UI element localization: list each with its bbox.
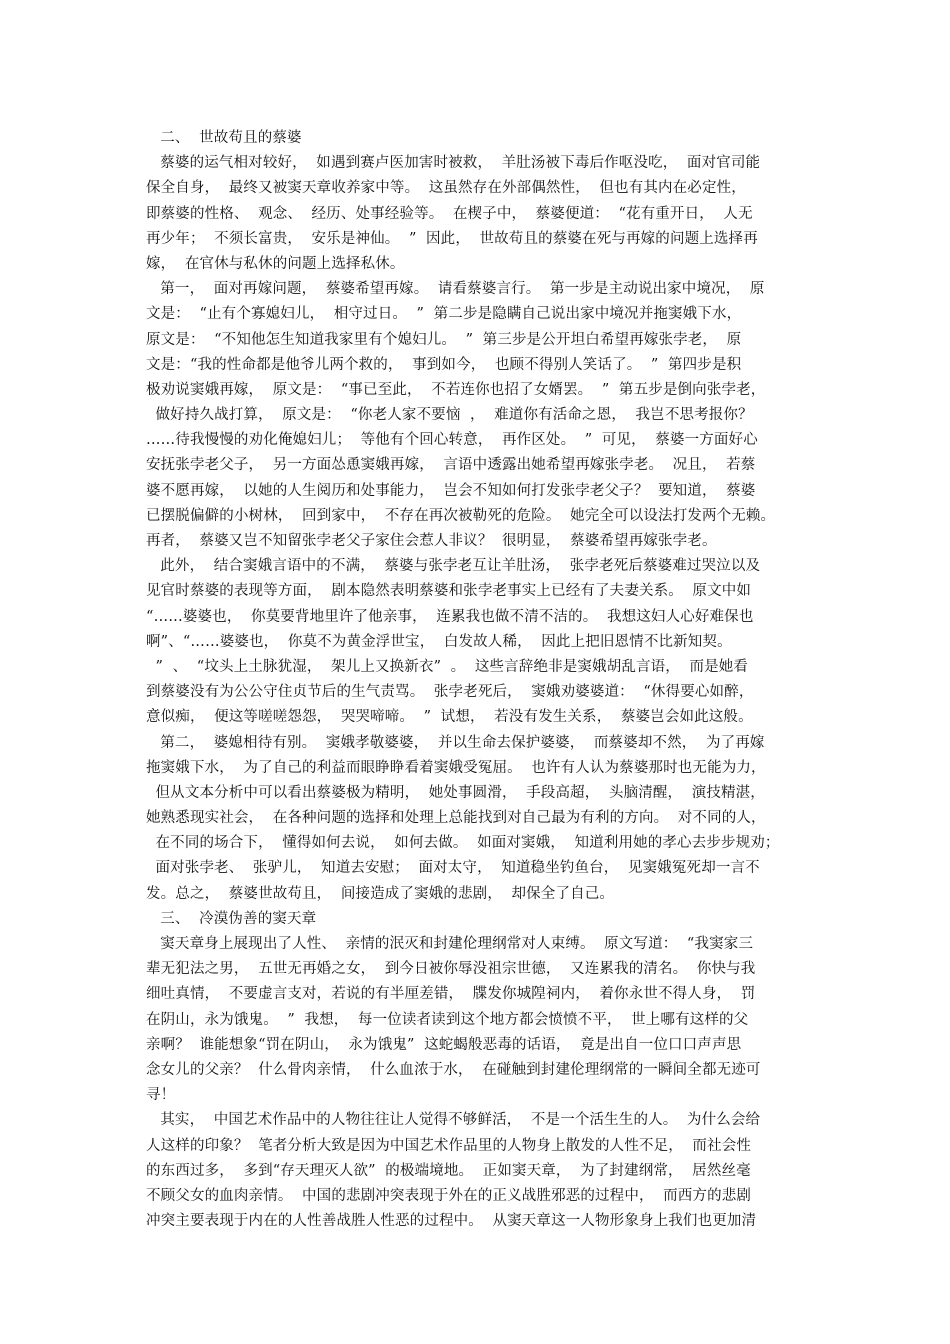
text-line: 婆不愿再嫁， 以她的人生阅历和处事能力， 岂会不知如何打发张孛老父子？ 要知道， 蔡婆 — [146, 482, 756, 499]
text-line: 辈无犯法之男， 五世无再婚之女， 到今日被你辱没祖宗世德， 又连累我的清名。 你快与我 — [146, 961, 756, 978]
text-line: 在不同的场合下， 懂得如何去说， 如何去做。 如面对窦娥， 知道利用她的孝心去步步规劝； — [146, 835, 780, 852]
text-line: 啊”、“……婆婆也， 你莫不为黄金浮世宝， 白发故人稀， 因此上把旧恩情不比新知契。 — [146, 633, 732, 650]
text-line: 的东西过多， 多到“存天理灭人欲” 的极端境地。 正如窦天章， 为了封建纲常， 居然丝毫 — [146, 1162, 751, 1179]
text-line: 再少年； 不须长富贵， 安乐是神仙。 ” 因此， 世故苟且的蔡婆在死与再嫁的问题上选择再 — [146, 230, 758, 247]
text-line: 二、 世故苟且的蔡婆 — [146, 130, 302, 146]
document-page — [146, 126, 814, 1234]
text-line: 人这样的印象？ 笔者分析大致是因为中国艺术作品里的人物身上散发的人性不足， 而社会性 — [146, 1137, 752, 1154]
text-line: “……婆婆也， 你莫要背地里许了他亲事， 连累我也做不清不洁的。 我想这妇人心好难保也 — [146, 608, 754, 625]
text-line: 拖窦娥下水， 为了自己的利益而眼睁睁看着窦娥受冤屈。 也许有人认为蔡婆那时也无能为力， — [146, 759, 766, 776]
text-line: 念女儿的父亲？ 什么骨肉亲情， 什么血浓于水， 在碰触到封建伦理纲常的一瞬间全都无迹可 — [146, 1061, 761, 1078]
text-line: 即蔡婆的性格、 观念、 经历、处事经验等。 在楔子中， 蔡婆便道： “花有重开日， 人无 — [146, 205, 753, 222]
text-line: 第一， 面对再嫁问题， 蔡婆希望再嫁。 请看蔡婆言行。 第一步是主动说出家中境况， 原 — [146, 281, 765, 298]
text-line: 此外， 结合窦娥言语中的不满， 蔡婆与张孛老互让羊肚汤， 张孛老死后蔡婆难过哭泣以及 — [146, 558, 761, 575]
text-line: 但从文本分析中可以看出蔡婆极为精明， 她处事圆滑， 手段高超， 头脑清醒， 演技精湛， — [146, 784, 765, 801]
text-line: 嫁， 在官休与私休的问题上选择私休。 — [146, 255, 405, 272]
text-line: 其实， 中国艺术作品中的人物往往让人觉得不够鲜活， 不是一个活生生的人。 为什么会给 — [146, 1112, 761, 1129]
text-line: 做好持久战打算， 原文是： “你老人家不要恼 ， 难道你有活命之恩， 我岂不思考报你？ — [146, 407, 753, 424]
text-line: 在阴山，永为饿鬼。 ” 我想， 每一位读者读到这个地方都会愤愤不平， 世上哪有这样的父 — [146, 1011, 749, 1028]
text-line: 面对张孛老、 张驴儿， 知道去安慰； 面对太守， 知道稳坐钓鱼台， 见窦娥冤死却一言不 — [146, 860, 760, 877]
text-line: 原文是： “不知他怎生知道我家里有个媳妇儿。 ” 第三步是公开坦白希望再嫁张孛老， 原 — [146, 331, 742, 348]
text-line: 不顾父女的血肉亲情。 中国的悲剧冲突表现于外在的正义战胜邪恶的过程中， 而西方的悲剧 — [146, 1187, 752, 1204]
text-line: 保全自身， 最终又被窦天章收养家中等。 这虽然存在外部偶然性， 但也有其内在必定性， — [146, 180, 746, 197]
text-line: 亲啊？ 谁能想象“罚在阴山， 永为饿鬼” 这蛇蝎般恶毒的话语， 竟是出自一位口口声声思 — [146, 1036, 742, 1053]
text-line: 意似痴， 便这等嗟嗟怨怨， 哭哭啼啼。 ” 试想， 若没有发生关系， 蔡婆岂会如此这般。 — [146, 709, 753, 726]
text-line: 蔡婆的运气相对较好， 如遇到赛卢医加害时被救， 羊肚汤被下毒后作呕没吃， 面对官司能 — [146, 155, 761, 172]
text-line: 已摆脱偏僻的小树林， 回到家中， 不存在再次被勒死的危险。 她完全可以设法打发两个无赖。 — [146, 507, 776, 524]
text-line: 再者， 蔡婆又岂不知留张孛老父子家住会惹人非议？ 很明显， 蔡婆希望再嫁张孛老。 — [146, 533, 717, 549]
text-line: 文是：“我的性命都是他爷儿两个救的， 事到如今， 也顾不得别人笑话了。 ” 第四步是积 — [146, 356, 742, 373]
text-line: 窦天章身上展现出了人性、 亲情的泯灭和封建伦理纲常对人束缚。 原文写道： “我窦家三 — [146, 936, 754, 952]
text-line: 到蔡婆没有为公公守住贞节后的生气责骂。 张孛老死后， 窦娥劝婆婆道： “休得要心如醉， — [146, 684, 754, 701]
text-line: 安抚张孛老父子， 另一方面怂恿窦娥再嫁， 言语中透露出她希望再嫁张孛老。 况且， 若蔡 — [146, 457, 756, 474]
text-line: 文是： “止有个寡媳妇儿， 相守过日。 ” 第二步是隐瞒自己说出家中境况并拖窦娥下水， — [146, 306, 742, 323]
text-line: 极劝说窦娥再嫁， 原文是： “事已至此， 不若连你也招了女婿罢。 ” 第五步是倒向张孛老， — [146, 381, 766, 398]
text-line: 寻！ — [146, 1087, 176, 1104]
text-line: ” 、 “坟头上土脉犹湿， 架儿上又换新衣” 。 这些言辞绝非是窦娥胡乱言语， 而是她看 — [146, 658, 749, 675]
text-line: 见官时蔡婆的表现等方面， 剧本隐然表明蔡婆和张孛老事实上已经有了夫妻关系。 原文中如 — [146, 583, 752, 600]
text-line: 她熟悉现实社会， 在各种问题的选择和处理上总能找到对自己最为有利的方向。 对不同的人， — [146, 810, 766, 827]
text-line: 发。总之， 蔡婆世故苟且， 间接造成了窦娥的悲剧， 却保全了自己。 — [146, 885, 615, 902]
text-line: 细吐真情， 不要虚言支对，若说的有半厘差错， 牒发你城隍祠内， 着你永世不得人身， 罚 — [146, 986, 756, 1003]
text-line: ……待我慢慢的劝化俺媳妇儿； 等他有个回心转意， 再作区处。 ” 可见， 蔡婆一方面好心 — [146, 432, 758, 449]
text-line: 三、 冷漠伪善的窦天章 — [146, 910, 317, 927]
text-line: 第二， 婆媳相待有别。 窦娥孝敬婆婆， 并以生命去保护婆婆， 而蔡婆却不然， 为了再嫁 — [146, 734, 765, 751]
text-line: 冲突主要表现于内在的人性善战胜人性恶的过程中。 从窦天章这一人物形象身上我们也更加清 — [146, 1213, 757, 1230]
